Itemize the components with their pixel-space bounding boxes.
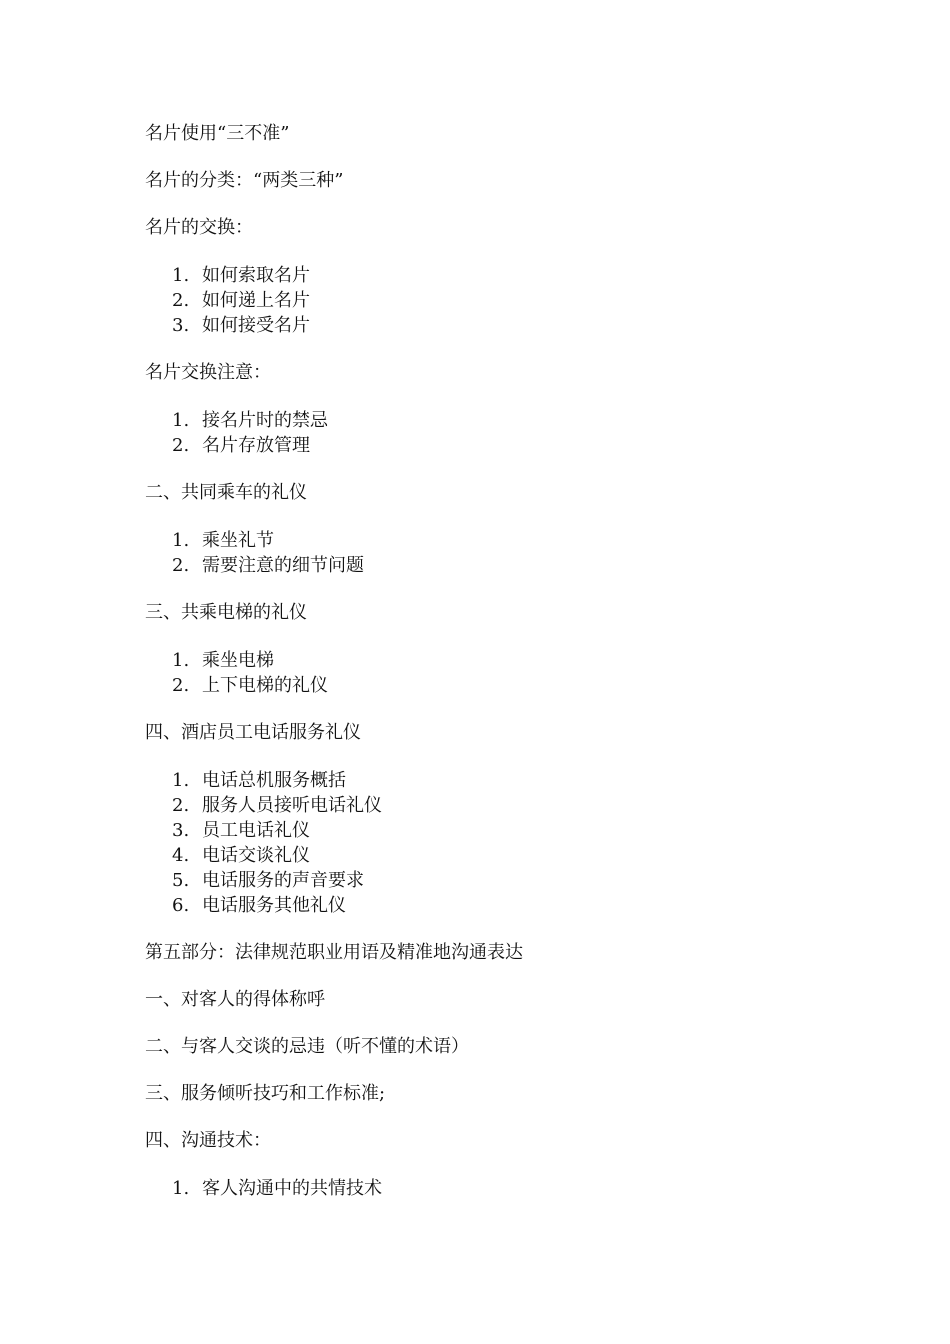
paragraph: 二、共同乘车的礼仪	[145, 482, 307, 503]
paragraph: 四、沟通技术：	[145, 1130, 271, 1151]
list-item	[145, 313, 865, 338]
paragraph: 一、对客人的得体称呼	[145, 989, 325, 1010]
list-item	[145, 553, 865, 578]
list-item-text: 服务人员接听电话礼仪	[202, 795, 382, 816]
list-item	[145, 288, 865, 313]
paragraph: 名片的交换：	[145, 217, 253, 238]
list-item-text: 电话服务其他礼仪	[202, 895, 346, 916]
paragraph: 三、服务倾听技巧和工作标准;	[145, 1083, 386, 1104]
list-item-text: 名片存放管理	[202, 435, 310, 456]
list-number: 1.	[172, 1178, 190, 1199]
list-item	[145, 893, 865, 918]
list-item-text: 上下电梯的礼仪	[202, 675, 328, 696]
list-item-text: 客人沟通中的共情技术	[202, 1178, 382, 1199]
list-item-text: 乘坐电梯	[202, 650, 274, 671]
numbered-list	[145, 768, 865, 918]
paragraph: 二、与客人交谈的忌违（听不懂的术语）	[145, 1036, 469, 1057]
list-number: 1.	[172, 650, 190, 671]
numbered-list	[145, 528, 865, 578]
list-number: 3.	[172, 820, 190, 841]
list-item-text: 需要注意的细节问题	[202, 555, 364, 576]
list-number: 1.	[172, 410, 190, 431]
list-item	[145, 673, 865, 698]
list-number: 4.	[172, 845, 190, 866]
list-number: 2.	[172, 290, 190, 311]
list-item-text: 电话总机服务概括	[202, 770, 346, 791]
paragraph: 三、共乘电梯的礼仪	[145, 602, 307, 623]
list-item	[145, 408, 865, 433]
list-number: 2.	[172, 795, 190, 816]
list-item	[145, 433, 865, 458]
document-body	[145, 122, 865, 1224]
list-number: 2.	[172, 435, 190, 456]
numbered-list	[145, 648, 865, 698]
list-number: 1.	[172, 265, 190, 286]
list-number: 2.	[172, 675, 190, 696]
list-item-text: 员工电话礼仪	[202, 820, 310, 841]
paragraph: 四、酒店员工电话服务礼仪	[145, 722, 361, 743]
list-number: 3.	[172, 315, 190, 336]
list-item	[145, 818, 865, 843]
list-item	[145, 648, 865, 673]
list-item	[145, 843, 865, 868]
list-item	[145, 1176, 865, 1201]
paragraph: 名片使用“三不准”	[145, 123, 290, 144]
numbered-list	[145, 408, 865, 458]
list-number: 5.	[172, 870, 190, 891]
list-item-text: 电话服务的声音要求	[202, 870, 364, 891]
list-item-text: 如何接受名片	[202, 315, 310, 336]
list-number: 1.	[172, 770, 190, 791]
list-item	[145, 868, 865, 893]
list-number: 6.	[172, 895, 190, 916]
paragraph: 名片的分类：“两类三种”	[145, 170, 344, 191]
list-item	[145, 793, 865, 818]
list-item-text: 乘坐礼节	[202, 530, 274, 551]
list-item-text: 接名片时的禁忌	[202, 410, 328, 431]
list-item	[145, 263, 865, 288]
paragraph: 名片交换注意：	[145, 362, 271, 383]
list-item	[145, 528, 865, 553]
numbered-list	[145, 1176, 865, 1201]
list-number: 1.	[172, 530, 190, 551]
list-item-text: 如何索取名片	[202, 265, 310, 286]
list-number: 2.	[172, 555, 190, 576]
numbered-list	[145, 263, 865, 338]
list-item-text: 电话交谈礼仪	[202, 845, 310, 866]
paragraph: 第五部分：法律规范职业用语及精准地沟通表达	[145, 942, 523, 963]
list-item-text: 如何递上名片	[202, 290, 310, 311]
list-item	[145, 768, 865, 793]
